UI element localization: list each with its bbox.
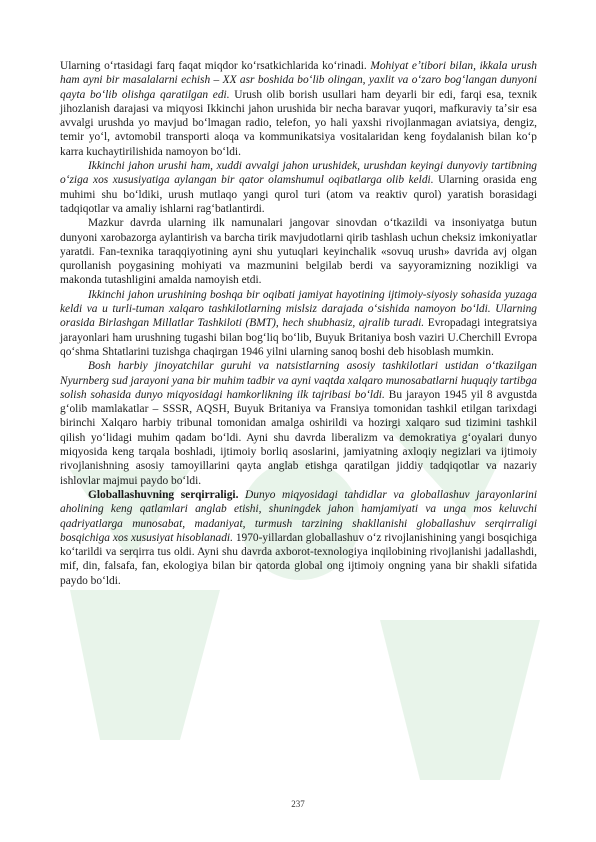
page-number: 237: [291, 799, 305, 809]
body-text: Evropadagi integratsiya jarayonlari ham urushning tugashi bilan bogʻliq boʻlib, Buyuk Britaniya bosh vaziri U.Cherchill Evropa qoʻshma Shtatlarini tuzishga chaqirgan 1946 yilni ularning sanoq boshi deb hisoblash mumkin.: [60, 317, 538, 358]
emphasis-text: Ikkinchi jahon urushining boshqa bir oqibati jamiyat hayotining ijtimoiy-siyosiy sohasida yuzaga keldi va u turli-tuman xalqaro tashkilotlarning mislsiz darajada oʻsishida namoyon boʻldi. Ularning orasida Birlashgan Millatlar Tashkiloti (BMT), hech shubhasiz, ajralib turadi.: [60, 288, 537, 330]
paragraph: [60, 59, 537, 159]
body-text: 1970-yillardan globallashuv oʻz rivojlanishining yangi bosqichiga koʻtarildi va serqirra tus oldi. Ayni shu davrda axborot-texnologiya inqilobining rivojlanishi jadallashdi, mif, din, falsafa, fan, ekologiya bilan bir qatorda global ong ijtimoiy ongning yana bir shakli sifatida paydo boʻldi.: [60, 531, 537, 587]
emphasis-text: Ikkinchi jahon urushi ham, xuddi avvalgi jahon urushidek, urushdan keyingi dunyoviy tartibning oʻziga xos xususiyatiga aylangan bir qator olamshumul oqibatlarga olib keldi.: [60, 160, 537, 187]
paragraph: [60, 288, 537, 359]
paragraph: [60, 359, 537, 488]
body-text: Urush olib borish usullari ham deyarli bir edi, farqi esa, texnik jihozlanish darajasi va miqyosi Ikkinchi jahon urushida bir necha baravar yuqori, mafkuraviy taʼsir esa avvalgi urushda yo mavjud boʻlmagan radio, telefon, yo hali yaxshi rivojlanmagan aviatsiya, dengiz, temir yoʻl, avtomobil transporti aloqa va kommunikatsiya vositalaridan keng foydalanish bilan koʻp karra kuchaytirilishida namoyon boʻldi.: [60, 88, 538, 158]
emphasis-text: Bosh harbiy jinoyatchilar guruhi va natsistlarning asosiy tashkilotlari ustidan oʻtkazilgan Nyurnberg sud jarayoni yana bir muhim tadbir va ayni vaqtda xalqaro munosabatlarni huquqiy tartibga solish sohasida dunyo miqyosidagi hamkorlikning ilk tajribasi boʻldi.: [60, 360, 537, 401]
body-text: Ularning oʻrtasidagi farq faqat miqdor koʻrsatkichlarida koʻrinadi.: [60, 60, 371, 72]
body-text: Mazkur davrda ularning ilk namunalari jangovar sinovdan oʻtkazildi va insoniyatga butun dunyoni xarobazorga aylantirish va barcha tirik mavjudotlarni qirib tashlash uchun cheksiz imkoniyatlar yaratdi. Fan-texnika taraqqiyotining ayni shu yutuqlari keyinchalik «sovuq urush» davrida avj olgan qurollanish poygasining mohiyati va mazmunini belgilab berdi va sayyoramizning nozikligi va makonda tutashligini amalda namoyish etdi.: [60, 217, 537, 287]
paragraph: [60, 159, 537, 216]
paragraph: [60, 216, 537, 287]
body-text: Ularning orasida eng muhimi shu boʻldiki, urush mutlaqo yangi qurol turi (atom va reaktiv qurol) yaratish borasidagi tadqiqotlar va amaliy ishlarni ragʻbatlantirdi.: [60, 174, 537, 215]
paragraph: [60, 488, 537, 588]
section-heading: Globallashuvning serqirraligi.: [88, 488, 239, 501]
emphasis-text: Mohiyat eʼtibori bilan, ikkala urush ham ayni bir masalalarni echish – XX asr boshida boʻlib olingan, yaxlit va oʻzaro bogʻlangan dunyoni qayta boʻlib olishga qaratilgan edi.: [60, 60, 538, 101]
body-text: Bu jarayon 1945 yil 8 avgustda gʻolib mamlakatlar – SSSR, AQSH, Buyuk Britaniya va Fransiya tomonidan tashkil etilgan tarixdagi birinchi Xalqaro harbiy tribunal tomonidan amalga oshirildi va hozirgi xalqaro sud tizimini tashkil qilish yoʻlidagi muhim qadam boʻldi. Ayni shu davrda liberalizm va demokratiya gʻoyalari dunyo miqyosida keng tarqala boshladi, ijtimoiy borliq asoslarini, jamiyatning axloqiy negizlari va ijtimoiy rivojlanishning asosiy tamoyillarini qayta anglab etishga qaratilgan jiddiy tadqiqotlar va nazariy ishlovlar majmui paydo boʻldi.: [60, 388, 537, 487]
page-body: [60, 59, 537, 588]
emphasis-text: Dunyo miqyosidagi tahdidlar va globallashuv jarayonlarini aholining keng qatlamlari anglab etishi, shuningdek jahon hamjamiyati va unga mos keluvchi qadriyatlarga munosabat, madaniyat, turmush tarzining shakllanishi globallashuv serqirraligi bosqichiga xos xususiyat hisoblanadi.: [60, 488, 537, 544]
